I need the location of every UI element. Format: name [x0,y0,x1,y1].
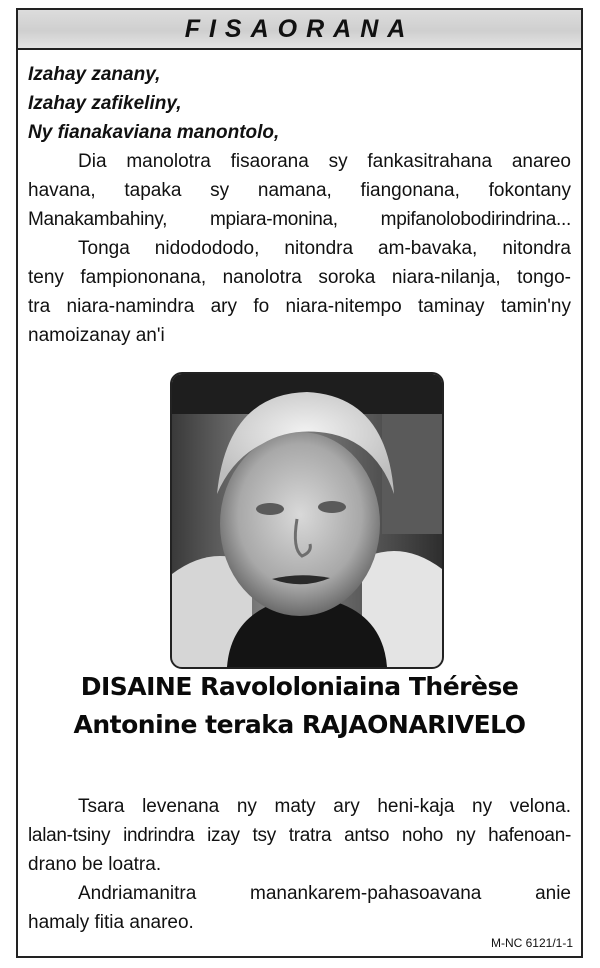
paragraph-line: teny fampiononana, nanolotra soroka niara-nilanja, tongo- [28,267,571,288]
paragraph-line: tra niara-namindra ary fo niara-nitempo taminay tamin'ny [28,296,571,317]
greeting-line: Izahay zanany, [28,64,161,85]
paragraph-line: havana, tapaka sy namana, fiangonana, fokontany [28,180,571,201]
notice-frame [16,8,583,958]
paragraph-line: Tonga nidodododo, nitondra am-bavaka, nitondra [78,238,571,259]
paragraph-line: lalan-tsiny indrindra izay tsy tratra antso noho ny hafenoan- [28,825,571,846]
paragraph-line: namoizanay an'i [28,325,165,346]
paragraph-line: Tsara levenana ny maty ary heni-kaja ny velona. [78,796,571,817]
deceased-name-line-1: DISAINE Ravololoniaina Thérèse [80,672,519,701]
greeting-line: Izahay zafikeliny, [28,93,182,114]
notice-title: FISAORANA [184,14,415,43]
notice-top-text [28,60,571,350]
paragraph-line: Dia manolotra fisaorana sy fankasitrahana anareo [78,151,571,172]
paragraph-line: hamaly fitia anareo. [28,912,194,933]
paragraph-line: Andriamanitra manankarem-pahasoavana anie [78,883,571,904]
reference-code: M-NC 6121/1-1 [490,936,573,950]
paragraph-line: drano be loatra. [28,854,162,875]
paragraph-line: Manakambahiny, mpiara-monina, mpifanolobodirindrina... [28,209,571,230]
portrait-photo [170,372,444,669]
notice-header [18,10,581,50]
notice-bottom-text [28,792,571,937]
portrait-image [172,374,442,667]
deceased-name-line-2: Antonine teraka RAJAONARIVELO [73,710,526,739]
greeting-line: Ny fianakaviana manontolo, [28,122,280,143]
